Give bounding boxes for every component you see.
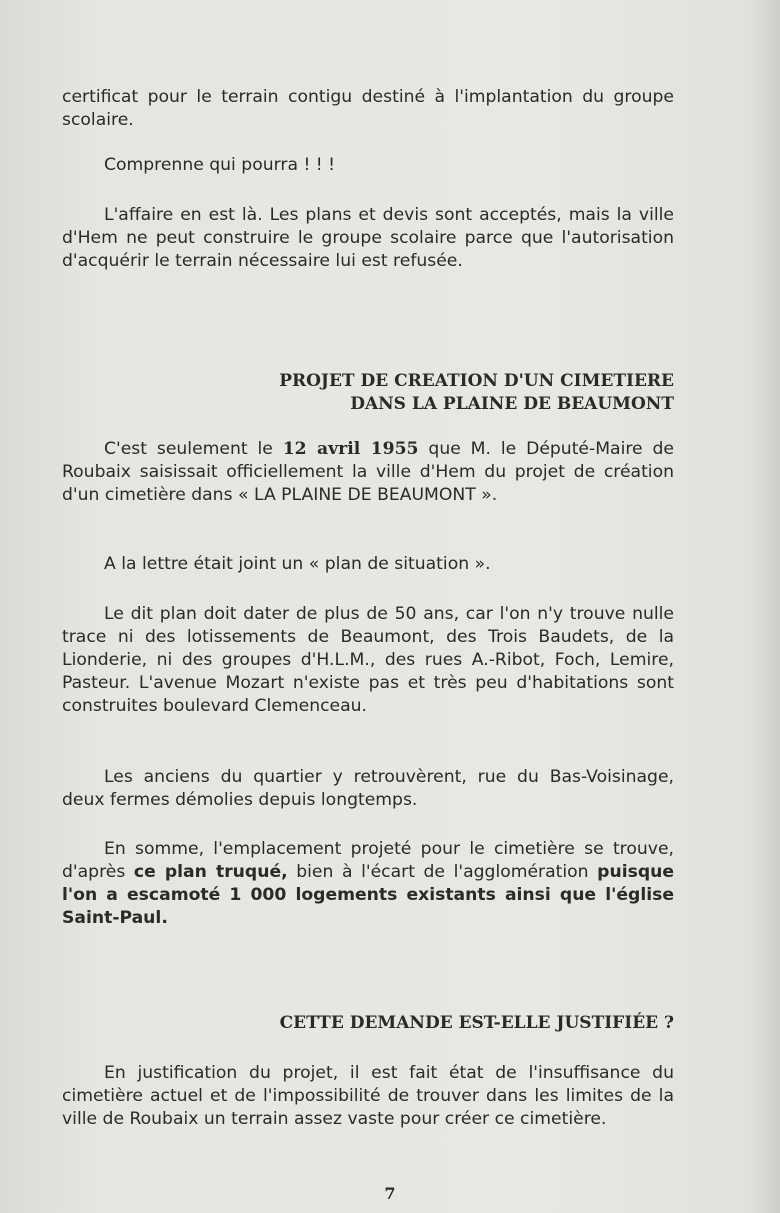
paragraph-12-avril <box>62 438 674 507</box>
paragraph-lettre <box>62 553 674 576</box>
text-run: C'est seulement le <box>104 439 283 459</box>
paragraph-text: Les anciens du quartier y retrouvèrent, rue du Bas-Voisinage, deux fermes démolies depuis longtemps. <box>62 767 674 810</box>
paragraph-text <box>62 838 674 930</box>
section-heading-justifiee <box>62 1012 674 1035</box>
text-run: En somme, l'emplacement projeté pour le cimetière se trouve, d'après <box>62 839 674 882</box>
page-number: 7 <box>384 1184 396 1203</box>
text-run: bien à l'écart de l'agglomération <box>287 862 598 882</box>
section-heading-cimetiere <box>62 370 674 416</box>
paragraph-plan <box>62 603 674 718</box>
paragraph-justification <box>62 1062 674 1131</box>
paragraph-affaire <box>62 204 674 273</box>
paragraph-text: A la lettre était joint un « plan de situation ». <box>104 554 491 574</box>
text-bold: puisque l'on a escamoté 1 000 logements existants ainsi que l'église Saint-Paul. <box>62 862 675 928</box>
heading-line: DANS LA PLAINE DE BEAUMONT <box>350 394 674 414</box>
paragraph-en-somme <box>62 838 674 930</box>
paragraph-text: Le dit plan doit dater de plus de 50 ans, car l'on n'y trouve nulle trace ni des lotissements de Beaumont, des Trois Baudets, de la Lionderie, ni des groupes d'H.L.M., des rues A.-Ribot, Foch, Lemire, Pasteur. L'avenue Mozart n'existe pas et très peu d'habitations sont construites boulevard Clemenceau. <box>62 604 674 716</box>
heading-line: PROJET DE CREATION D'UN CIMETIERE <box>279 371 674 391</box>
date-bold: 12 avril 1955 <box>282 439 419 459</box>
text-bold: ce plan truqué, <box>133 862 288 882</box>
paragraph-comprenne <box>62 154 674 177</box>
heading-line: CETTE DEMANDE EST-ELLE JUSTIFIÉE ? <box>279 1013 674 1033</box>
paragraph-text: certificat pour le terrain contigu destiné à l'implantation du groupe scolaire. <box>62 87 674 130</box>
paragraph-text: L'affaire en est là. Les plans et devis sont acceptés, mais la ville d'Hem ne peut construire le groupe scolaire parce que l'autorisation d'acquérir le terrain nécessaire lui est refusée. <box>62 205 674 271</box>
paragraph-text: En justification du projet, il est fait état de l'insuffisance du cimetière actuel et de l'impossibilité de trouver dans les limites de la ville de Roubaix un terrain assez vaste pour créer ce cimetière. <box>62 1063 674 1129</box>
paragraph-text <box>62 438 674 507</box>
text-run: que M. le Député-Maire de Roubaix saisissait officiellement la ville d'Hem du projet de création d'un cimetière dans « LA PLAINE DE BEAUMONT ». <box>62 439 674 505</box>
paragraph-anciens <box>62 766 674 812</box>
paragraph-text: Comprenne qui pourra ! ! ! <box>104 155 336 175</box>
paragraph-groupe-scolaire <box>62 86 674 132</box>
